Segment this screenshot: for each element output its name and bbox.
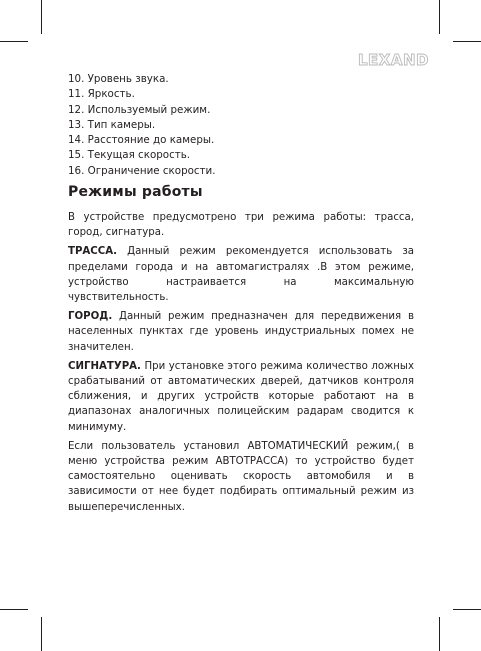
- mode-label: СИГНАТУРА.: [68, 360, 141, 372]
- crop-mark-bottom-right-vertical: [439, 617, 440, 651]
- crop-mark-top-right-horizontal: [453, 41, 481, 42]
- mode-description: Данный режим рекомендуется использовать за пределами города и на автомагистралях .В этом режиме, устройство настраивается на максимальную чувствительность.: [68, 246, 414, 304]
- closing-paragraph: Если пользователь установил АВТОМАТИЧЕСКИЙ режим,( в меню устройства режим АВТОТРАССА) то устройство будет самостоятельно оценивать скорость автомобиля и в зависимости от нее будет подбирать оптимальный режим из вышеперечисленных.: [68, 440, 414, 513]
- mode-description: При установке этого режима количество ложных срабатываний от автоматических дверей, датчиков контроля сближения, и других устройств которые работают на в диапазонах аналогичных полицейским радарам сводится к минимуму.: [68, 360, 414, 433]
- crop-mark-bottom-left-vertical: [41, 617, 42, 651]
- crop-mark-top-left-vertical: [41, 0, 42, 34]
- crop-mark-bottom-left-horizontal: [0, 609, 28, 610]
- list-item: 13. Тип камеры.: [68, 118, 156, 131]
- section-body: [68, 210, 414, 519]
- crop-mark-top-left-horizontal: [0, 41, 28, 42]
- brand-logo: LEXAND: [358, 51, 429, 69]
- section-title: Режимы работы: [68, 184, 203, 200]
- list-item: 11. Яркость.: [68, 88, 135, 101]
- mode-paragraph-city: [68, 309, 414, 355]
- list-item: 12. Используемый режим.: [68, 103, 211, 116]
- mode-label: ТРАССА.: [68, 246, 118, 258]
- mode-paragraph-highway: [68, 244, 414, 305]
- intro-paragraph: В устройстве предусмотрено три режима работы: трасса, город, сигнатура.: [68, 212, 414, 239]
- list-item: 10. Уровень звука.: [68, 73, 169, 85]
- mode-description: Данный режим предназначен для передвижения в населенных пунктах где уровень индустриальных помех не значителен.: [68, 311, 414, 353]
- list-item: 14. Расстояние до камеры.: [68, 134, 215, 147]
- crop-mark-top-right-vertical: [439, 0, 440, 34]
- display-items-list: [68, 72, 216, 179]
- list-item: 16. Ограничение скорости.: [68, 164, 216, 177]
- mode-paragraph-signature: [68, 359, 414, 435]
- list-item: 15. Текущая скорость.: [68, 149, 191, 162]
- mode-label: ГОРОД.: [68, 311, 113, 323]
- crop-mark-bottom-right-horizontal: [453, 609, 481, 610]
